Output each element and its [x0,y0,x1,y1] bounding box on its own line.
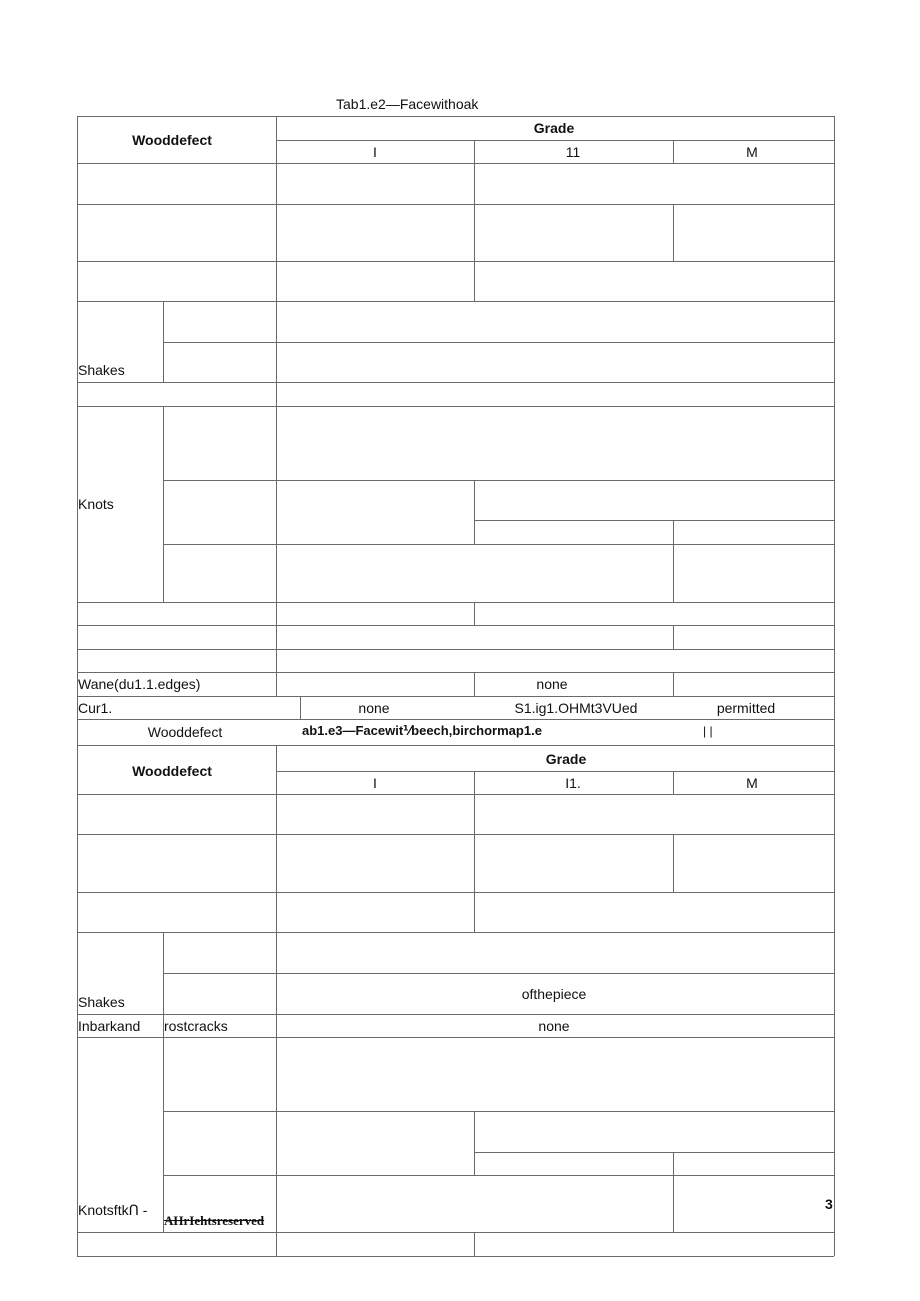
table2-curl-none: none [358,700,390,716]
table3-defect-header: Wooddefect [132,763,212,779]
table2-wane-label: Wane(du1.1.edges) [78,676,201,692]
table2-grade-header: Grade [533,120,575,136]
table2-grade-3: M [746,144,758,160]
table3-shakes-label: Shakes [78,994,125,1010]
table3-defect-label-top: Wooddefect [147,724,223,740]
table2-shakes-label: Shakes [78,362,125,378]
table3-caption-mark: | | [703,724,713,738]
table2-curl-label: Cur1. [78,700,113,716]
table3-grade-2: I1. [565,775,581,791]
table2-defect-header: Wooddefect [132,132,212,148]
table2-caption: Tab1.e2—Facewithoak [336,96,479,112]
table3-inbark-label: Inbarkand [78,1018,141,1034]
table3-grade-header: Grade [545,751,587,767]
table2-knots-label: Knots [78,496,114,512]
table3-shakes-value: ofthepiece [521,986,587,1002]
table3-inbark-sub: rostcracks [164,1018,228,1034]
table3-caption: ab1.e3—Facewit⅟beech,birchormap1.e [302,723,542,738]
table2-curl-permitted: permitted [716,700,776,716]
table3-grade-3: M [746,775,758,791]
footer-rights-text: AHrIehtsreserved [164,1213,265,1228]
table2-grade-2: 11 [565,144,581,160]
table3-knots-label: KnotsftkՈ - [78,1202,148,1218]
table3-grade-1: I [373,775,377,791]
table2-wane-value: none [536,676,568,692]
table2-grade-1: I [373,144,377,160]
table2-curl-slight: S1.ig1.OHMt3VUed [514,700,638,716]
page-number: 3 [825,1196,833,1212]
table3-inbark-value: none [538,1018,570,1034]
